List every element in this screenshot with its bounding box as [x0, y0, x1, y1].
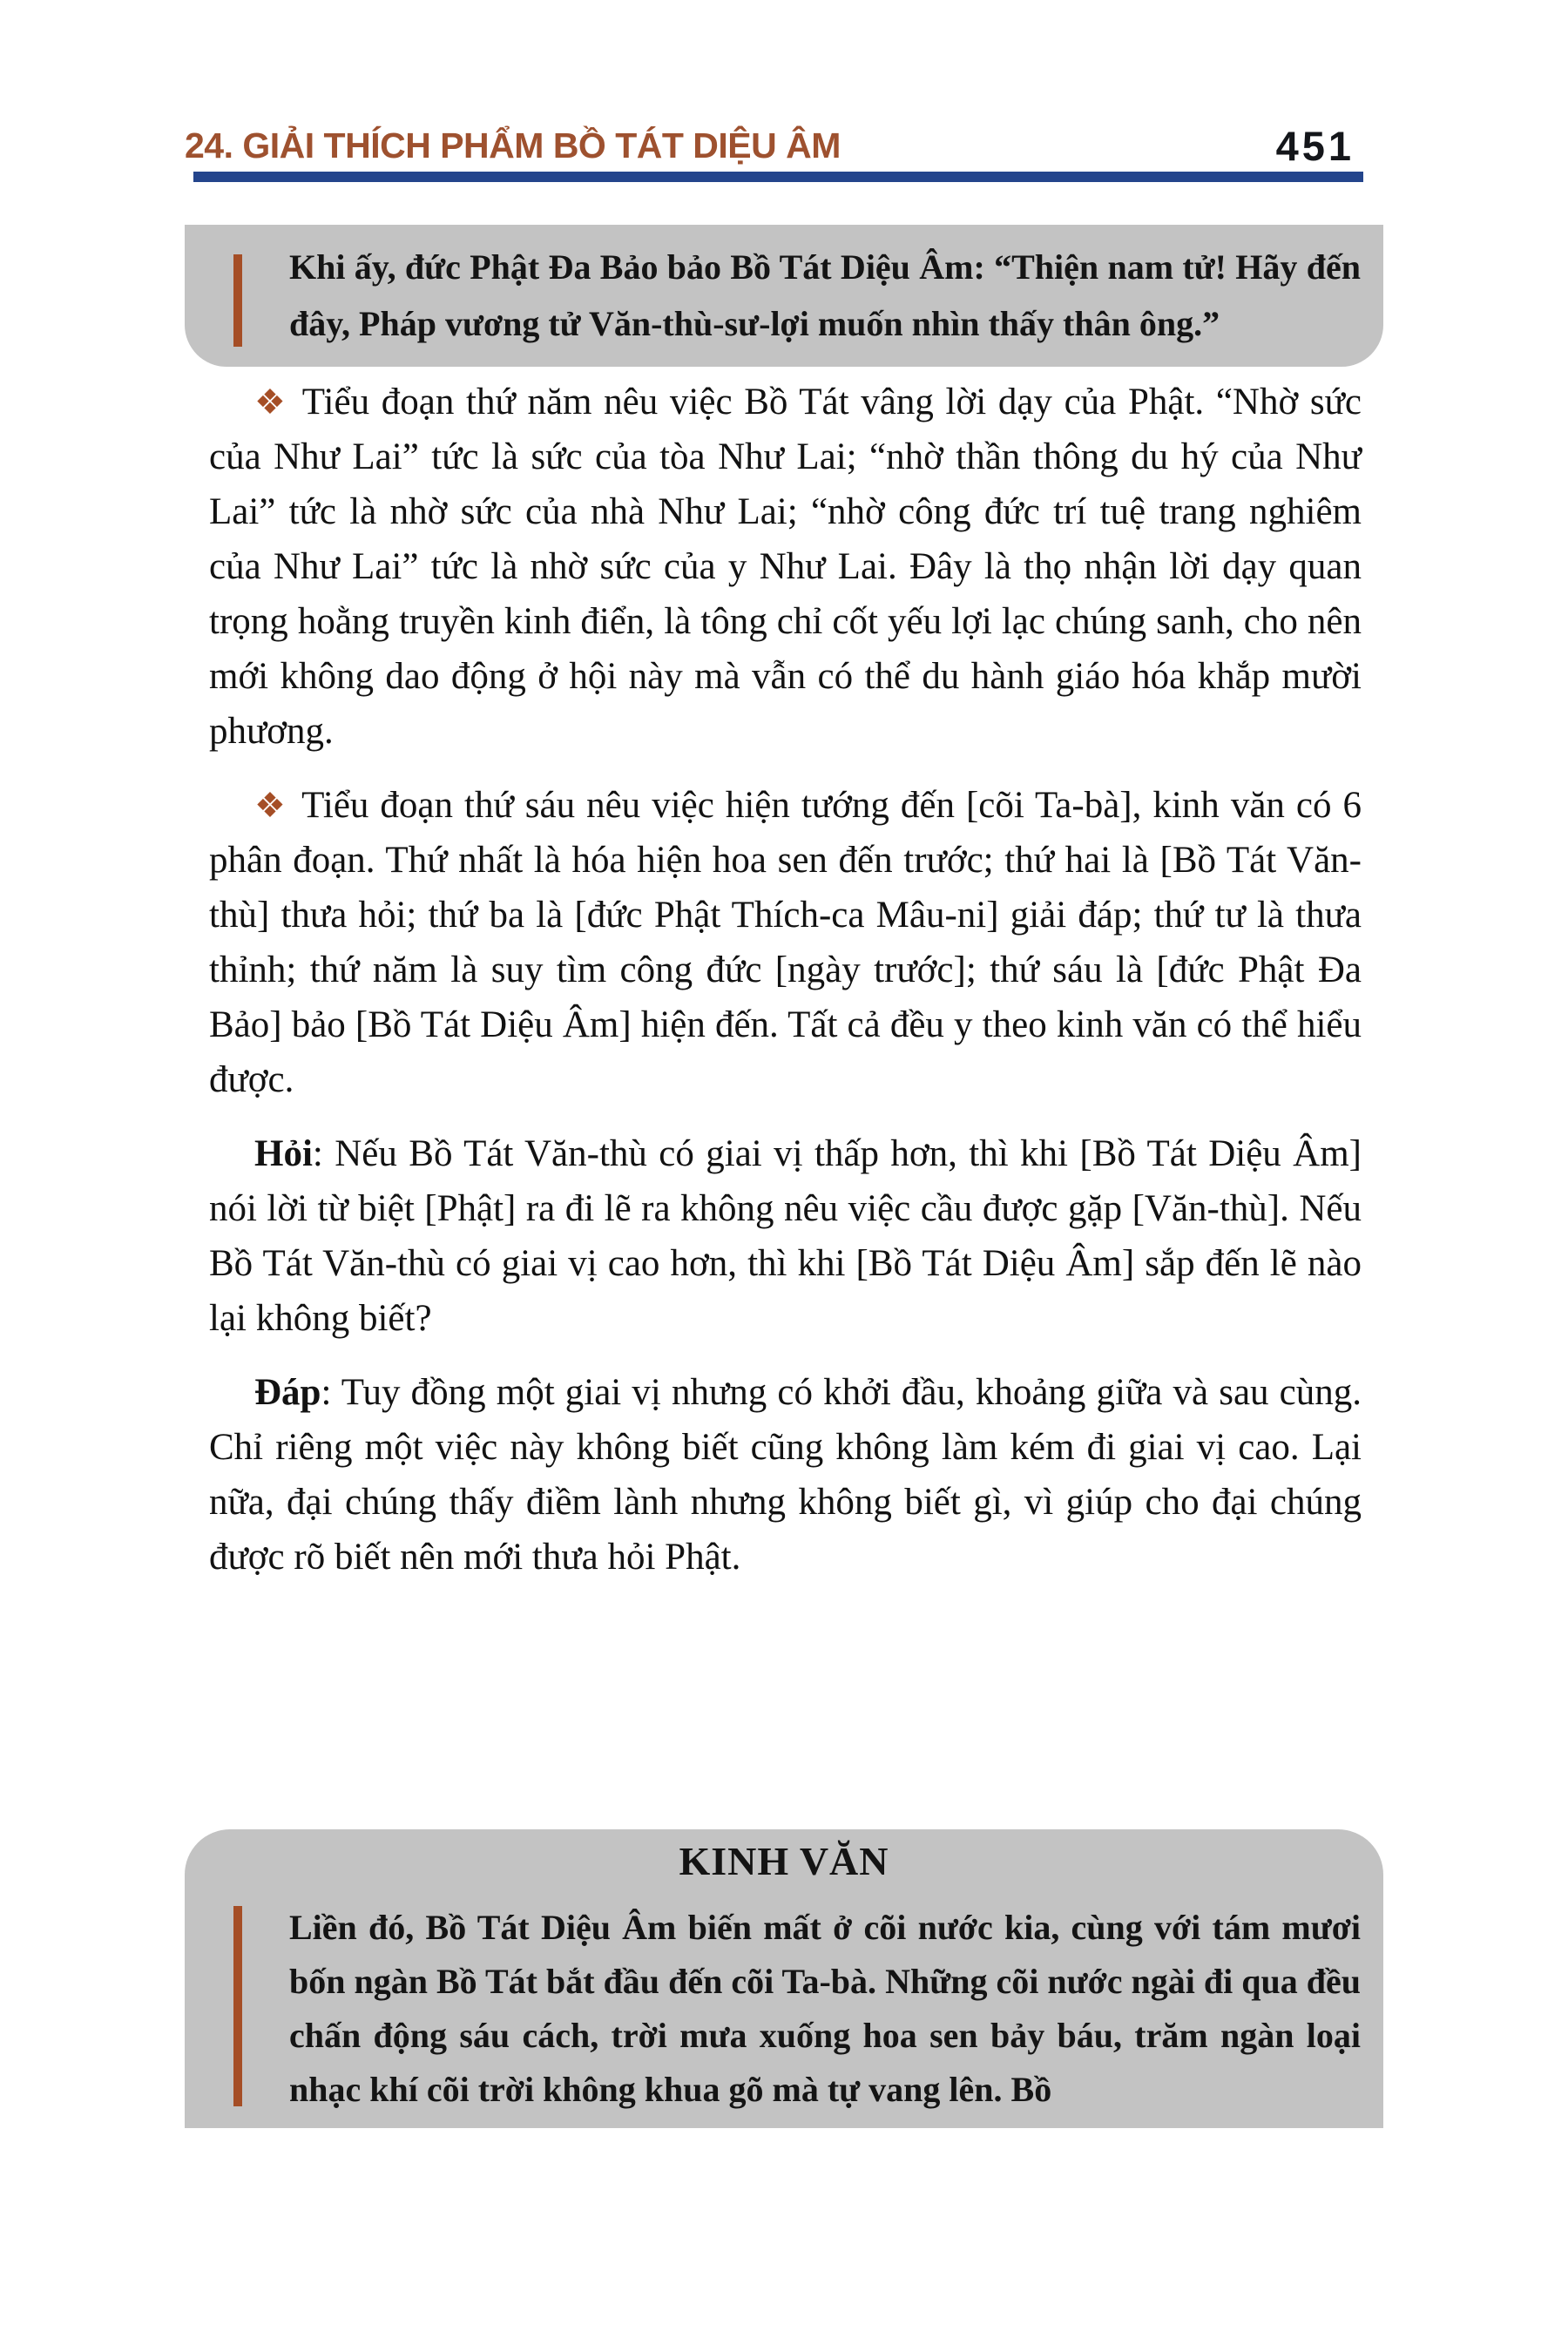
- bullet-diamond-icon: ❖: [254, 382, 288, 422]
- kinh-van-text: Liền đó, Bồ Tát Diệu Âm biến mất ở cõi nước kia, cùng với tám mươi bốn ngàn Bồ Tát bắt đầu đến cõi Ta-bà. Những cõi nước ngài đi qua đều chấn động sáu cách, trời mưa xuống hoa sen bảy báu, trăm ngàn loại nhạc khí cõi trời không khua gõ mà tự vang lên. Bồ: [289, 1908, 1361, 2109]
- commentary-body: [209, 375, 1362, 1604]
- question-label: Hỏi: [254, 1133, 313, 1174]
- bullet-diamond-icon: ❖: [254, 786, 288, 825]
- paragraph-text: : Nếu Bồ Tát Văn-thù có giai vị thấp hơn, thì khi [Bồ Tát Diệu Âm] nói lời từ biệt [Phật] ra đi lẽ ra không nêu việc cầu được gặp [Văn-thù]. Nếu Bồ Tát Văn-thù có giai vị cao hơn, thì khi [Bồ Tát Diệu Âm] sắp đến lẽ nào lại không biết?: [209, 1133, 1362, 1339]
- paragraph-text: : Tuy đồng một giai vị nhưng có khởi đầu, khoảng giữa và sau cùng. Chỉ riêng một việc này không biết cũng không làm kém đi giai vị cao. Lại nữa, đại chúng thấy điềm lành nhưng không biết gì, vì giúp cho đại chúng được rõ biết nên mới thưa hỏi Phật.: [209, 1372, 1362, 1578]
- quote-left-bar: [233, 1906, 242, 2106]
- chapter-title: 24. GIẢI THÍCH PHẨM BỒ TÁT DIỆU ÂM: [185, 125, 841, 166]
- sutra-quote-text: Khi ấy, đức Phật Đa Bảo bảo Bồ Tát Diệu Âm: “Thiện nam tử! Hãy đến đây, Pháp vương tử Văn-thù-sư-lợi muốn nhìn thấy thân ông.”: [289, 247, 1361, 343]
- paragraph-text: Tiểu đoạn thứ năm nêu việc Bồ Tát vâng lời dạy của Phật. “Nhờ sức của Như Lai” tức là sức của tòa Như Lai; “nhờ thần thông du hý của Như Lai” tức là nhờ sức của nhà Như Lai; “nhờ công đức trí tuệ trang nghiêm của Như Lai” tức là nhờ sức của y Như Lai. Đây là thọ nhận lời dạy quan trọng hoằng truyền kinh điển, là tông chỉ cốt yếu lợi lạc chúng sanh, cho nên mới không dao động ở hội này mà vẫn có thể du hành giáo hóa khắp mười phương.: [209, 382, 1362, 752]
- header-rule-divider: [193, 172, 1363, 182]
- quote-left-bar: [233, 254, 242, 347]
- paragraph: [209, 778, 1362, 1107]
- kinh-van-box: [185, 1829, 1383, 2128]
- answer-label: Đáp: [254, 1372, 321, 1413]
- paragraph-question: [209, 1126, 1362, 1346]
- paragraph-text: Tiểu đoạn thứ sáu nêu việc hiện tướng đến [cõi Ta-bà], kinh văn có 6 phân đoạn. Thứ nhất là hóa hiện hoa sen đến trước; thứ hai là [Bồ Tát Văn-thù] thưa hỏi; thứ ba là [đức Phật Thích-ca Mâu-ni] giải đáp; thứ tư là thưa thỉnh; thứ năm là suy tìm công đức [ngày trước]; thứ sáu là [đức Phật Đa Bảo] bảo [Bồ Tát Diệu Âm] hiện đến. Tất cả đều y theo kinh văn có thể hiểu được.: [209, 785, 1362, 1100]
- page-number: 451: [1275, 123, 1355, 169]
- paragraph-answer: [209, 1365, 1362, 1585]
- page-header: [185, 122, 1363, 172]
- paragraph: [209, 375, 1362, 759]
- kinh-van-title: KINH VĂN: [679, 1839, 889, 1883]
- sutra-quote-box-top: [185, 225, 1383, 367]
